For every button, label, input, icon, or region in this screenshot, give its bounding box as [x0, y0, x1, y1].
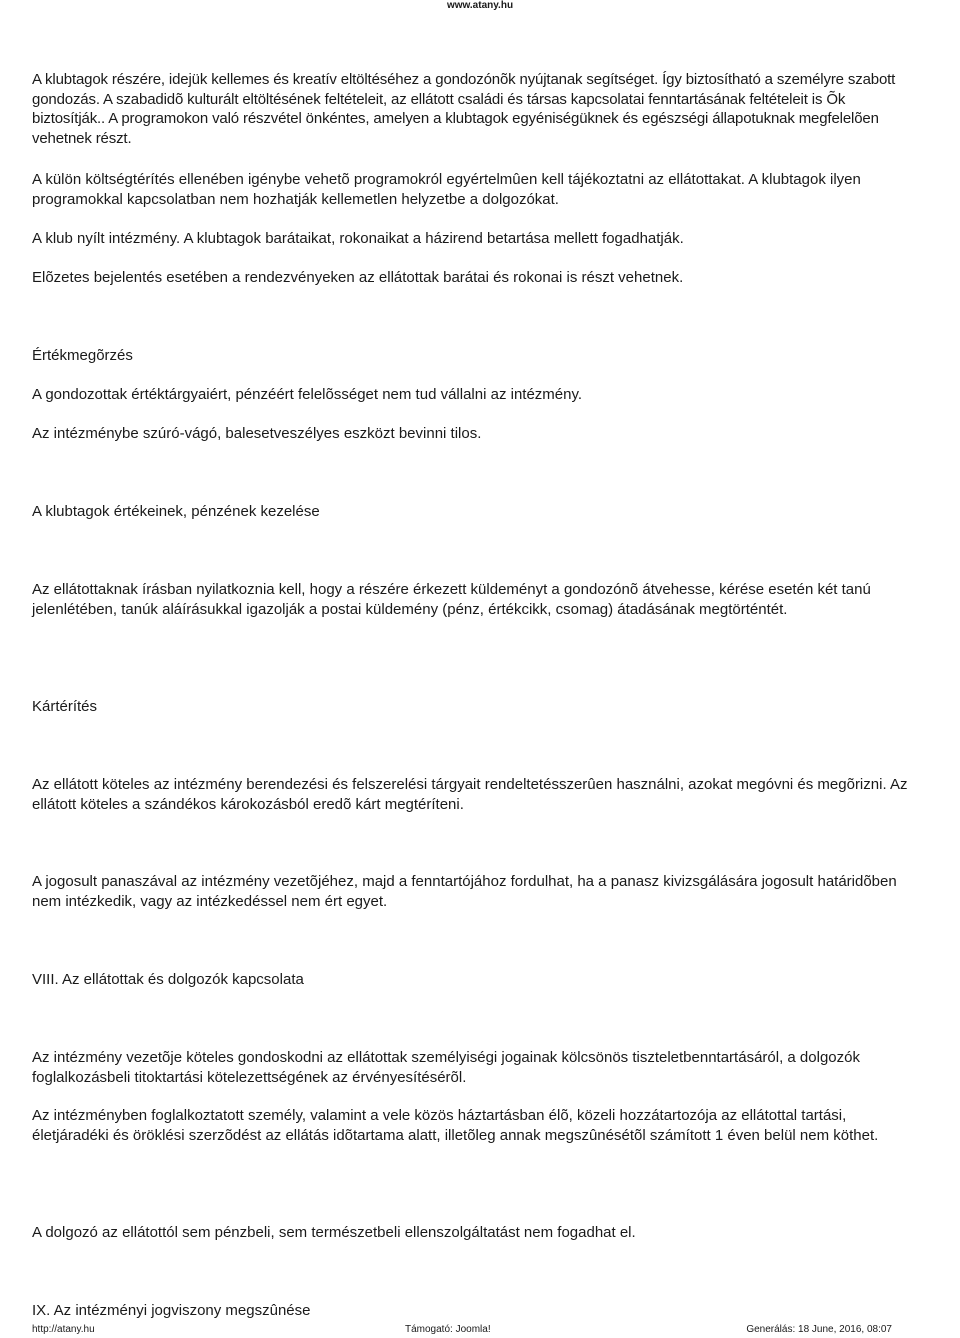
paragraph-club-activities: A klubtagok részére, idejük kellemes és kreatív eltöltéséhez a gondozónõk nyújtanak segítséget. Így biztosítható a személyre szabott gondozás. A szabadidõ kulturált eltöltésének feltételeit, az ellátott családi és társas kapcsolatai fenntartásának feltételeit is Õk biztosítják.. A programokon való részvétel önkéntes, amelyen a klubtagok egyéniségüknek és egészségi állapotuknak megfelelõen vehetnek részt. — [32, 71, 896, 147]
heading-value-storage: Értékmegõrzés — [32, 347, 133, 364]
paragraph-open-institution: A klub nyílt intézmény. A klubtagok barátaikat, rokonaikat a házirend betartása mellett fogadhatják. — [32, 230, 684, 247]
heading-money-handling: A klubtagok értékeinek, pénzének kezelése — [32, 503, 320, 520]
heading-compensation: Kártérítés — [32, 698, 98, 715]
paragraph-complaint: A jogosult panaszával az intézmény vezetõjéhez, majd a fenntartójához fordulhat, ha a panasz kivizsgálására jogosult határidõben nem intézkedik, vagy az intézkedéssel nem ért egyet. — [32, 873, 897, 910]
heading-section-viii: VIII. Az ellátottak és dolgozók kapcsolata — [32, 971, 304, 988]
footer-url: http://atany.hu — [32, 1324, 95, 1335]
paragraph-dangerous-tools: Az intézménybe szúró-vágó, balesetveszélyes eszközt bevinni tilos. — [32, 425, 482, 442]
paragraph-prior-notice: Elõzetes bejelentés esetében a rendezvényeken az ellátottak barátai és rokonai is részt vehetnek. — [32, 269, 684, 286]
site-header: www.atany.hu — [446, 0, 514, 11]
paragraph-extra-cost-programs: A külön költségtérítés ellenében igénybe vehetõ programokról egyértelmûen kell tájékoztatni az ellátottakat. A klubtagok ilyen programokkal kapcsolatban nem hozhatják kellemetlen helyzetbe a dolgozókat. — [32, 171, 861, 208]
paragraph-personal-rights: Az intézmény vezetõje köteles gondoskodni az ellátottak személyiségi jogainak kölcsönös tiszteletbenntartásáról, a dolgozók foglalkozásbeli titoktartási kötelezettségének az érvényesítésérõl. — [32, 1049, 860, 1086]
footer-generated: Generálás: 18 June, 2016, 08:07 — [746, 1324, 892, 1335]
heading-section-ix: IX. Az intézményi jogviszony megszûnése — [32, 1302, 311, 1319]
paragraph-postal-delivery: Az ellátottaknak írásban nyilatkoznia kell, hogy a részére érkezett küldeményt a gondozónõ átvehesse, kérése esetén két tanú jelenlétében, tanúk aláírásukkal igazolják a postai küldemény (pénz, értékcikk, csomag) átadásának megtörténtét. — [32, 581, 871, 618]
footer-sponsor: Támogató: Joomla! — [405, 1324, 491, 1335]
paragraph-valuables-liability: A gondozottak értéktárgyaiért, pénzéért felelõsséget nem tud vállalni az intézmény. — [32, 386, 583, 403]
paragraph-no-compensation: A dolgozó az ellátottól sem pénzbeli, sem természetbeli ellenszolgáltatást nem fogadhat el. — [32, 1224, 636, 1241]
paragraph-equipment-care: Az ellátott köteles az intézmény berendezési és felszerelési tárgyait rendeltetésszerûen használni, azokat megóvni és megõrizni. Az ellátott köteles a szándékos károkozásból eredõ kárt megtéríteni. — [32, 776, 908, 813]
paragraph-contract-restriction: Az intézményben foglalkoztatott személy, valamint a vele közös háztartásban élõ, közeli hozzátartozója az ellátottal tartási, életjáradéki és öröklési szerzõdést az ellátás idõtartama alatt, illetõleg annak megszûnésétõl számított 1 éven belül nem köthet. — [32, 1107, 879, 1144]
